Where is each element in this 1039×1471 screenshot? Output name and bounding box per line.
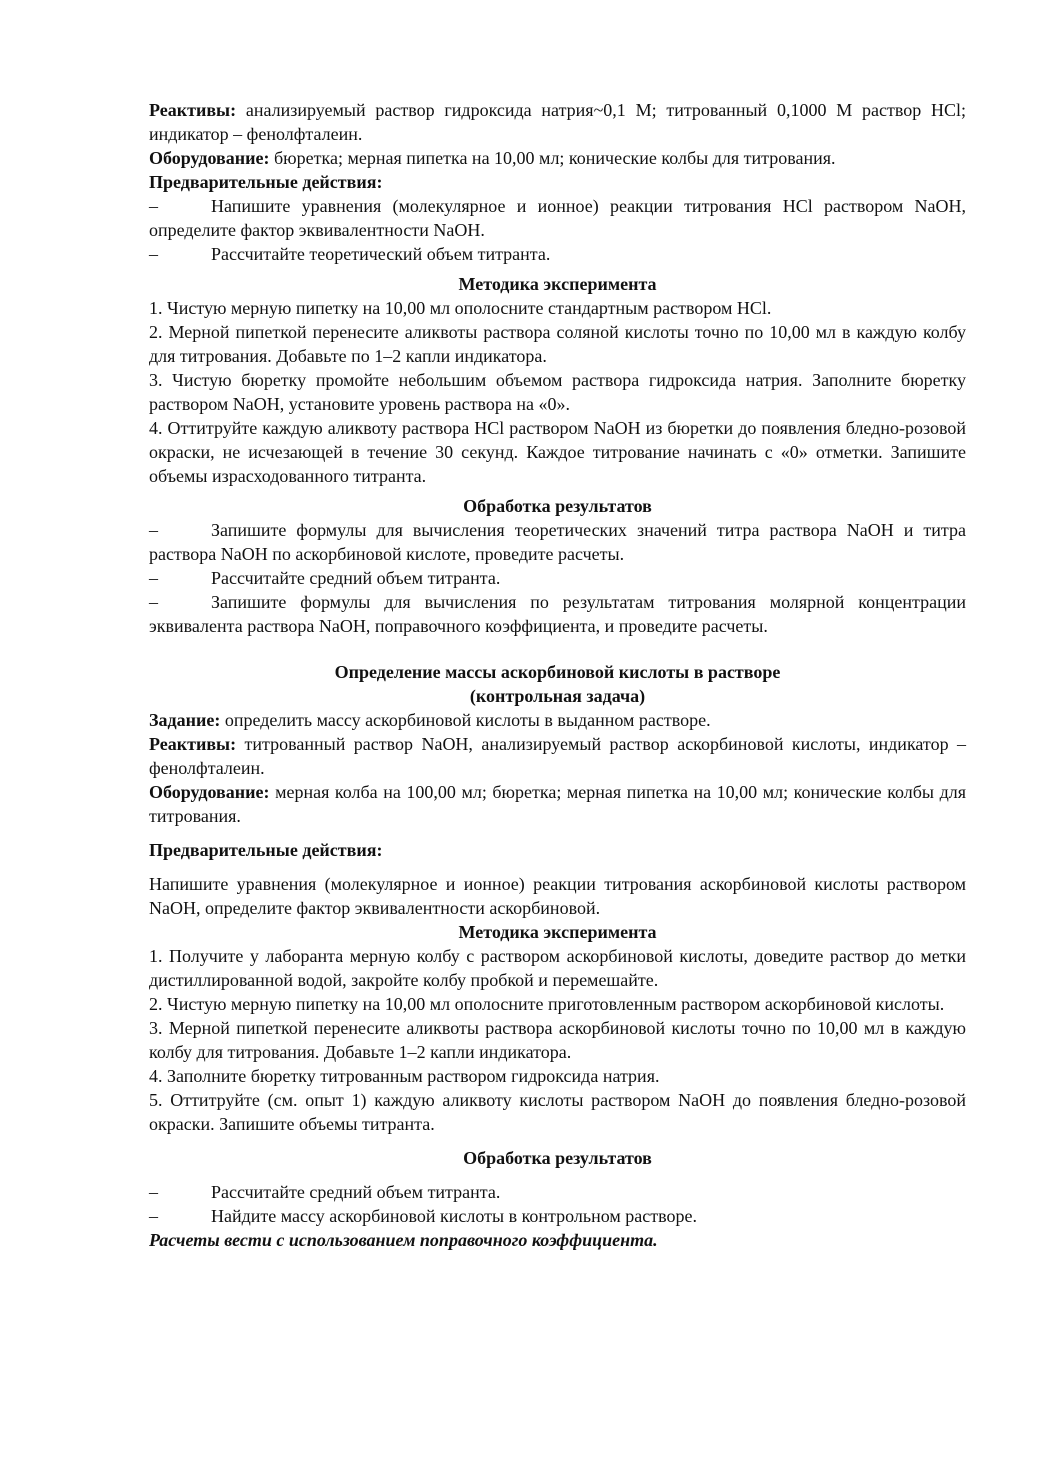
dash-bullet: –: [149, 1182, 158, 1202]
reagents-text-2: титрованный раствор NaOH, анализируемый раствор аскорбиновой кислоты, индикатор – фенолфталеин.: [149, 734, 966, 778]
dash-bullet: –: [149, 1206, 158, 1226]
dash-bullet: –: [149, 568, 158, 588]
prelim-heading-2: Предварительные действия:: [149, 840, 383, 860]
section-title-line1: Определение массы аскорбиновой кислоты в растворе: [334, 662, 781, 682]
reagents-paragraph-2: [149, 732, 966, 780]
reagents-label: Реактивы:: [149, 100, 237, 120]
reagents-text: анализируемый раствор гидроксида натрия~0,1 М; титрованный 0,1000 М раствор HCl; индикатор – фенолфталеин.: [149, 100, 966, 144]
method-step-2: 3. Мерной пипеткой перенесите аликвоты раствора аскорбиновой кислоты точно по 10,00 мл в каждую колбу для титрования. Добавьте 1–2 капли индикатора.: [149, 1018, 966, 1062]
results-heading-2: Обработка результатов: [463, 1148, 652, 1168]
document-page: [149, 98, 966, 1252]
method-step: 3. Чистую бюретку промойте небольшим объемом раствора гидроксида натрия. Заполните бюретку раствором NaOH, установите уровень раствора на «0».: [149, 370, 966, 414]
prelim-item: [149, 242, 966, 266]
equipment-paragraph-2: [149, 780, 966, 828]
equipment-label: Оборудование:: [149, 148, 270, 168]
prelim-paragraph-2: Напишите уравнения (молекулярное и ионное) реакции титрования аскорбиновой кислоты раствором NaOH, определите фактор эквивалентности аскорбиновой.: [149, 874, 966, 918]
results-item-text-2: Рассчитайте средний объем титранта.: [211, 1182, 501, 1202]
method-step-2: 4. Заполните бюретку титрованным раствором гидроксида натрия.: [149, 1066, 660, 1086]
method-step-2: 5. Оттитруйте (см. опыт 1) каждую аликвоту кислоты раствором NaOH до появления бледно-розовой окраски. Запишите объемы титранта.: [149, 1090, 966, 1134]
prelim-item-text: Рассчитайте теоретический объем титранта.: [211, 244, 551, 264]
dash-bullet: –: [149, 520, 158, 540]
task-paragraph: [149, 708, 966, 732]
reagents-paragraph: [149, 98, 966, 146]
prelim-heading: Предварительные действия:: [149, 172, 383, 192]
results-item: [149, 518, 966, 566]
equipment-text-2: мерная колба на 100,00 мл; бюретка; мерная пипетка на 10,00 мл; конические колбы для титрования.: [149, 782, 966, 826]
dash-bullet: –: [149, 592, 158, 612]
dash-bullet: –: [149, 196, 158, 216]
prelim-item: [149, 194, 966, 242]
results-item-text-2: Найдите массу аскорбиновой кислоты в контрольном растворе.: [211, 1206, 697, 1226]
reagents-label-2: Реактивы:: [149, 734, 237, 754]
section-title-line2: (контрольная задача): [469, 686, 646, 706]
dash-bullet: –: [149, 244, 158, 264]
method-heading: Методика эксперимента: [458, 274, 657, 294]
task-text: определить массу аскорбиновой кислоты в выданном растворе.: [220, 710, 711, 730]
results-heading: Обработка результатов: [463, 496, 652, 516]
results-item-2: [149, 1204, 966, 1228]
prelim-item-text: Напишите уравнения (молекулярное и ионное) реакции титрования HCl раствором NaOH, определите фактор эквивалентности NaOH.: [149, 196, 966, 240]
method-step-2: 1. Получите у лаборанта мерную колбу с раствором аскорбиновой кислоты, доведите раствор до метки дистиллированной водой, закройте колбу пробкой и перемешайте.: [149, 946, 966, 990]
method-heading-2: Методика эксперимента: [458, 922, 657, 942]
results-item-text: Рассчитайте средний объем титранта.: [211, 568, 501, 588]
task-label: Задание:: [149, 710, 221, 730]
results-item-2: [149, 1180, 966, 1204]
results-item: [149, 590, 966, 638]
method-step-2: 2. Чистую мерную пипетку на 10,00 мл ополосните приготовленным раствором аскорбиновой кислоты.: [149, 994, 945, 1014]
results-item: [149, 566, 966, 590]
equipment-text: бюретка; мерная пипетка на 10,00 мл; конические колбы для титрования.: [269, 148, 836, 168]
method-step: 1. Чистую мерную пипетку на 10,00 мл ополосните стандартным раствором HCl.: [149, 298, 772, 318]
final-note: Расчеты вести с использованием поправочного коэффициента.: [149, 1230, 658, 1250]
method-step: 2. Мерной пипеткой перенесите аликвоты раствора соляной кислоты точно по 10,00 мл в каждую колбу для титрования. Добавьте по 1–2 капли индикатора.: [149, 322, 966, 366]
equipment-paragraph: [149, 146, 966, 170]
method-step: 4. Оттитруйте каждую аликвоту раствора HCl раствором NaOH из бюретки до появления бледно-розовой окраски, не исчезающей в течение 30 секунд. Каждое титрование начинать с «0» отметки. Запишите объемы израсходованного титранта.: [149, 418, 966, 486]
results-item-text: Запишите формулы для вычисления по результатам титрования молярной концентрации эквивалента раствора NaOH, поправочного коэффициента, и проведите расчеты.: [149, 592, 966, 636]
results-item-text: Запишите формулы для вычисления теоретических значений титра раствора NaOH и титра раствора NaOH по аскорбиновой кислоте, проведите расчеты.: [149, 520, 966, 564]
equipment-label-2: Оборудование:: [149, 782, 270, 802]
